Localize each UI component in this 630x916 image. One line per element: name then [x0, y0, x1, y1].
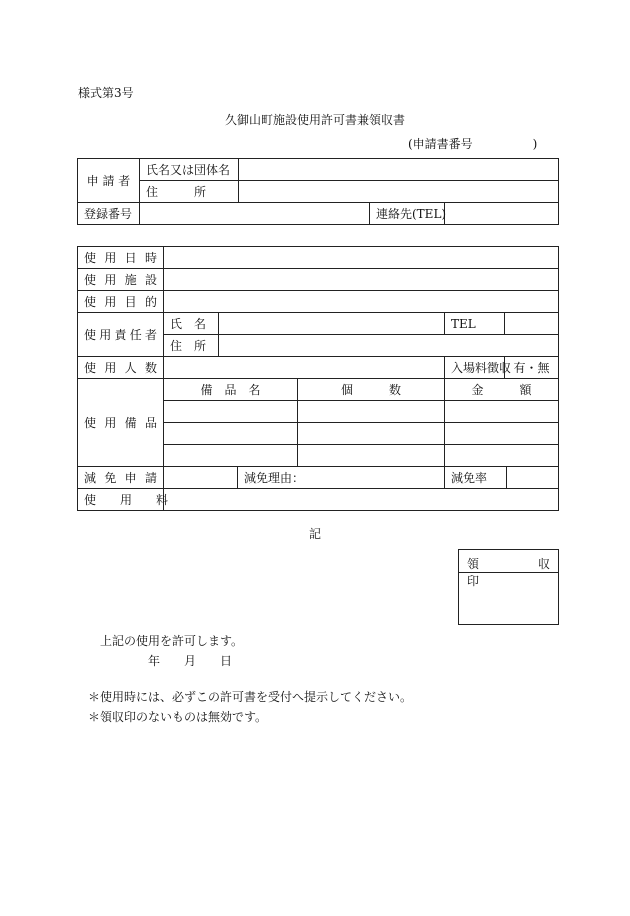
people-count-label: 使 用 人 数 [78, 357, 164, 379]
responsible-address-label: 住 所 [164, 335, 219, 357]
responsible-address-field[interactable] [219, 335, 559, 357]
reduction-reason-field[interactable]: 減免理由： [238, 467, 445, 489]
responsible-name-label: 氏 名 [164, 313, 219, 335]
reduction-rate-label: 減免率 [445, 467, 507, 489]
form-number: 様式第3号 [78, 86, 134, 100]
equipment-quantity-cell[interactable] [298, 445, 445, 467]
usage-purpose-field[interactable] [164, 291, 559, 313]
usage-fee-label: 使 用 料 [78, 489, 164, 511]
equipment-name-cell[interactable] [164, 401, 298, 423]
usage-facility-label: 使 用 施 設 [78, 269, 164, 291]
applicant-address-field[interactable] [239, 181, 559, 203]
equipment-quantity-cell[interactable] [298, 423, 445, 445]
application-number-label: (申請書番号 ) [408, 137, 538, 151]
equipment-amount-header: 金 額 [445, 379, 559, 401]
responsible-tel-field[interactable] [505, 313, 559, 335]
equipment-amount-cell[interactable] [445, 423, 559, 445]
applicant-label: 申 請 者 [78, 159, 140, 203]
registration-number-label: 登録番号 [78, 203, 140, 225]
admission-fee-choice[interactable]: 有・無 [505, 357, 559, 379]
contact-tel-label: 連絡先(TEL) [370, 203, 445, 225]
permit-date: 年 月 日 [148, 654, 233, 668]
usage-table [77, 246, 559, 511]
usage-facility-field[interactable] [164, 269, 559, 291]
admission-fee-label: 入場料徴収 [445, 357, 505, 379]
reduction-rate-field[interactable] [507, 467, 559, 489]
name-or-group-label: 氏名又は団体名 [140, 159, 239, 181]
usage-fee-field[interactable] [164, 489, 559, 511]
equipment-name-header: 備 品 名 [164, 379, 298, 401]
applicant-table [77, 158, 559, 225]
note-stamp-required: ＊領収印のないものは無効です。 [88, 710, 268, 724]
equipment-amount-cell[interactable] [445, 401, 559, 423]
equipment-amount-cell[interactable] [445, 445, 559, 467]
note-present-permit: ＊使用時には、必ずこの許可書を受付へ提示してください。 [88, 690, 413, 704]
receipt-stamp-label: 領 収 印 [459, 550, 558, 573]
equipment-name-cell[interactable] [164, 423, 298, 445]
responsible-name-field[interactable] [219, 313, 445, 335]
equipment-name-cell[interactable] [164, 445, 298, 467]
usage-purpose-label: 使 用 目 的 [78, 291, 164, 313]
equipment-label: 使 用 備 品 [78, 379, 164, 467]
document-title: 久御山町施設使用許可書兼領収書 [224, 113, 405, 127]
responsible-tel-label: TEL [445, 313, 505, 335]
registration-number-field[interactable] [140, 203, 370, 225]
equipment-quantity-cell[interactable] [298, 401, 445, 423]
name-or-group-field[interactable] [239, 159, 559, 181]
responsible-person-label: 使用責任者 [78, 313, 164, 357]
permit-statement: 上記の使用を許可します。 [100, 634, 244, 648]
usage-datetime-label: 使 用 日 時 [78, 247, 164, 269]
usage-datetime-field[interactable] [164, 247, 559, 269]
contact-tel-field[interactable] [445, 203, 559, 225]
memo-mark: 記 [308, 527, 321, 541]
reduction-request-label: 減 免 申 請 [78, 467, 164, 489]
equipment-quantity-header: 個 数 [298, 379, 445, 401]
people-count-field[interactable] [164, 357, 445, 379]
reduction-request-field[interactable] [164, 467, 238, 489]
receipt-stamp-box [458, 549, 575, 625]
applicant-address-label: 住 所 [140, 181, 239, 203]
